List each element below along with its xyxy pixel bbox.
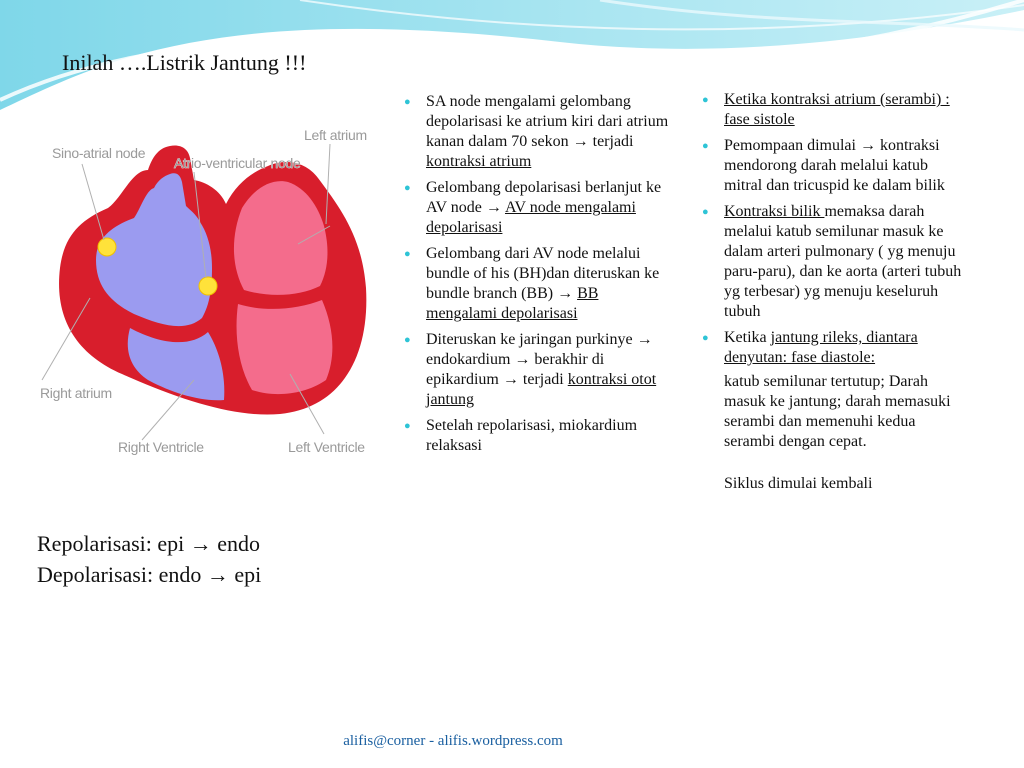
bullet-icon: ● — [702, 206, 709, 218]
cycle-restart-text: Siklus dimulai kembali — [724, 475, 873, 492]
list-item: ● SA node mengalami gelombang depolarisasi ke atrium kiri dari atrium kanan dalam 70 sekon → terjadi kontraksi atrium — [404, 93, 669, 170]
label-sino-atrial: Sino-atrial node — [52, 145, 146, 161]
slide-title: Inilah ….Listrik Jantung !!! — [62, 50, 307, 75]
label-right-ventricle: Right Ventricle — [118, 439, 204, 455]
list-item: ● Ketika kontraksi atrium (serambi) : fase sistole — [702, 91, 950, 128]
list-item: ● Gelombang depolarisasi berlanjut ke AV node → AV node mengalami depolarisasi — [404, 179, 662, 236]
depolarization-steps — [404, 92, 669, 462]
diastole-description: katub semilunar tertutup; Darah masuk ke jantung; darah memasuki serambi dan memenuhi kedua serambi dengan cepat. — [724, 373, 951, 450]
footer-text: alifis@corner - alifis.wordpress.com — [343, 733, 563, 749]
list-item: ● Pemompaan dimulai → kontraksi mendorong darah melalui katub mitral dan tricuspid ke dalam bilik — [702, 137, 945, 194]
bullet-icon: ● — [404, 248, 411, 260]
bullet-icon: ● — [404, 420, 411, 432]
bullet-icon: ● — [404, 334, 411, 346]
polarization-summary — [37, 528, 261, 590]
repolarization-line: Repolarisasi: epi → endo — [37, 531, 261, 556]
cardiac-cycle-steps — [702, 90, 968, 494]
bullet-icon: ● — [702, 332, 709, 344]
label-atrio-ventricular: Atrio-ventricular node — [174, 155, 301, 171]
list-item: ● Ketika jantung rileks, diantara denyutan: fase diastole: — [702, 329, 918, 366]
label-left-ventricle: Left Ventricle — [288, 439, 365, 455]
av-node — [199, 277, 217, 295]
bullet-icon: ● — [404, 182, 411, 194]
label-right-atrium: Right atrium — [40, 385, 112, 401]
list-item: ● Kontraksi bilik memaksa darah melalui katub semilunar masuk ke dalam arteri pulmonary ( yg menuju paru-paru), dan ke aorta (arteri tubuh yg terbesar) yg menuju keseluruh tubuh — [702, 203, 962, 320]
sa-node — [98, 238, 116, 256]
depolarization-line: Depolarisasi: endo → epi — [37, 562, 262, 587]
list-item: ● Diteruskan ke jaringan purkinye → endokardium → berakhir di epikardium → terjadi kontraksi otot jantung — [404, 331, 657, 408]
label-left-atrium: Left atrium — [304, 127, 367, 143]
list-item: ● Gelombang dari AV node melalui bundle of his (BH)dan diteruskan ke bundle branch (BB) → BB mengalami depolarisasi — [404, 245, 660, 322]
bullet-icon: ● — [404, 96, 411, 108]
list-item: ● Setelah repolarisasi, miokardium relaksasi — [404, 417, 638, 454]
heart-diagram — [30, 118, 380, 463]
left-ventricle-chamber — [237, 300, 333, 394]
footer — [0, 733, 1024, 750]
bullet-icon: ● — [702, 94, 709, 106]
bullet-icon: ● — [702, 140, 709, 152]
